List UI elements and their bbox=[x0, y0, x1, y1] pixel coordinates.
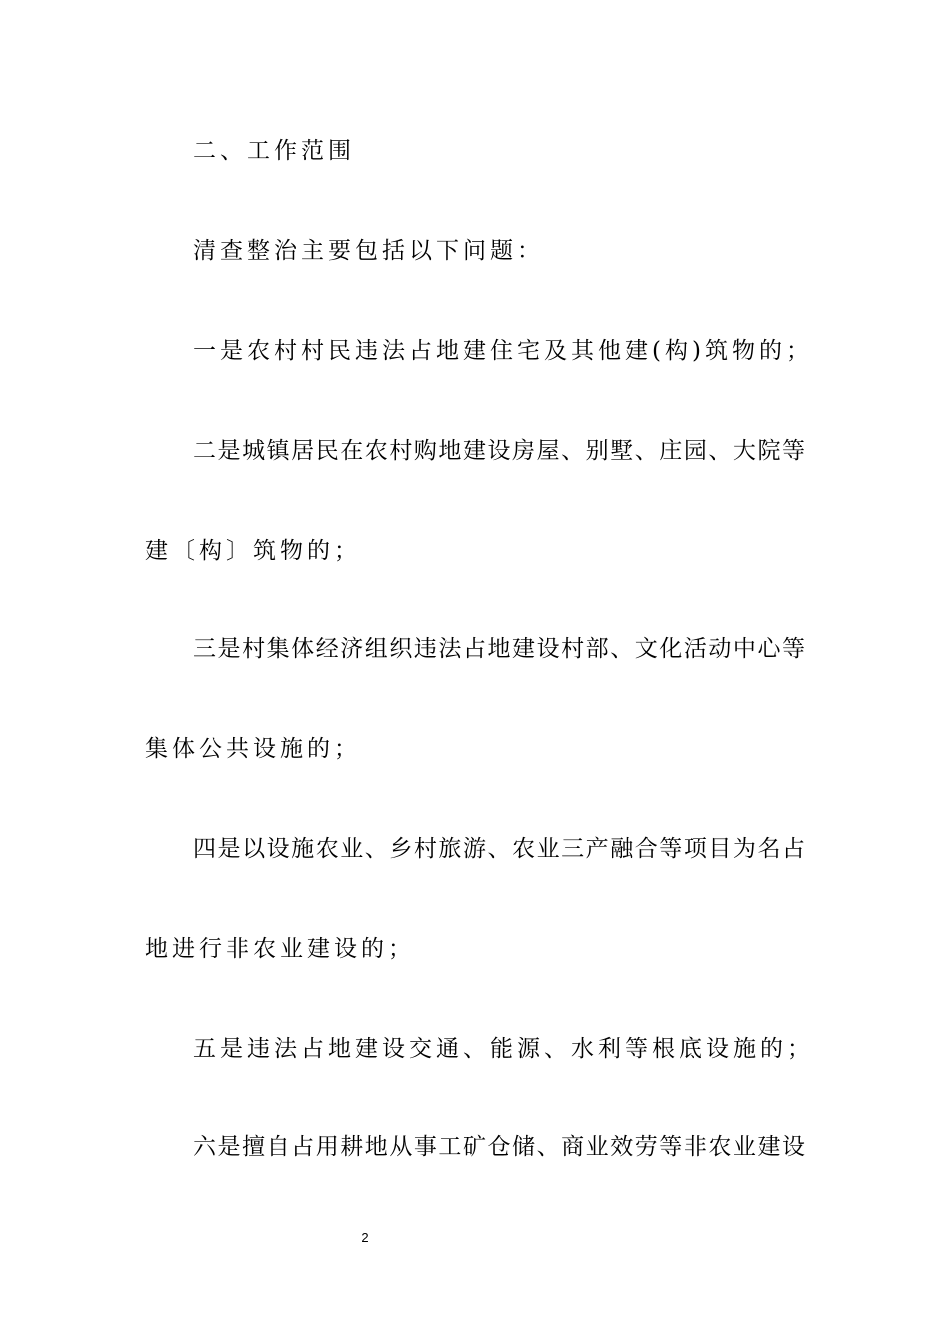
page-number: 2 bbox=[361, 1230, 369, 1245]
item-three-line-1: 三是村集体经济组织违法占地建设村部、文化活动中心等 bbox=[193, 636, 805, 662]
item-three-line-2: 集体公共设施的； bbox=[145, 736, 361, 762]
intro-paragraph: 清查整治主要包括以下问题： bbox=[193, 238, 544, 264]
section-heading: 二、工作范围 bbox=[193, 138, 355, 164]
item-two-line-1: 二是城镇居民在农村购地建设房屋、别墅、庄园、大院等 bbox=[193, 438, 805, 464]
item-four-line-2: 地进行非农业建设的； bbox=[145, 936, 415, 962]
item-two-line-2: 建〔构〕筑物的； bbox=[145, 538, 361, 564]
item-five: 五是违法占地建设交通、能源、水利等根底设施的； bbox=[193, 1036, 814, 1062]
item-six-line-1: 六是擅自占用耕地从事工矿仓储、商业效劳等非农业建设 bbox=[193, 1134, 805, 1160]
item-one: 一是农村村民违法占地建住宅及其他建(构)筑物的； bbox=[193, 338, 813, 364]
item-four-line-1: 四是以设施农业、乡村旅游、农业三产融合等项目为名占 bbox=[193, 836, 805, 862]
